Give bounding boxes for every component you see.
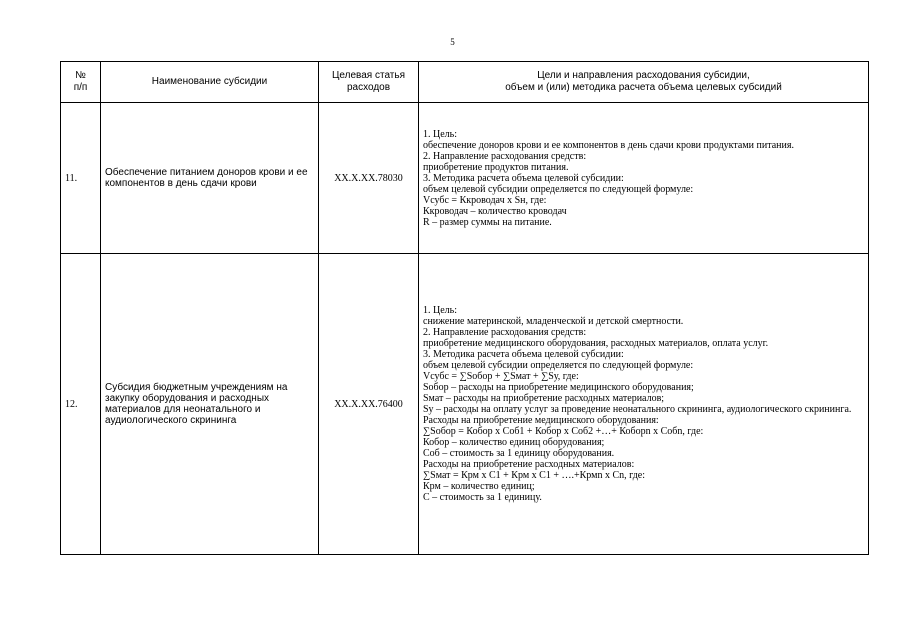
description-line: 2. Направление расходования средств: <box>423 150 587 162</box>
header-code-line1: Целевая статья <box>332 70 405 81</box>
expense-code: ХХ.Х.ХХ.76400 <box>319 254 419 555</box>
expense-code: ХХ.Х.ХХ.78030 <box>319 103 419 254</box>
header-name: Наименование субсидии <box>101 62 319 103</box>
description-line: 3. Методика расчета объема целевой субсидии: <box>423 172 624 184</box>
header-desc-line1: Цели и направления расходования субсидии, <box>537 70 750 81</box>
header-num <box>61 62 101 103</box>
header-desc <box>419 62 869 103</box>
header-desc-line2: объем и (или) методика расчета объема целевых субсидий <box>505 82 782 93</box>
subsidy-table <box>60 61 869 555</box>
row-number: 11. <box>61 103 101 254</box>
description-line: 3. Методика расчета объема целевой субсидии: <box>423 349 624 360</box>
table-row <box>61 103 869 254</box>
row-number: 12. <box>61 254 101 555</box>
description-line: С – стоимость за 1 единицу. <box>423 492 542 503</box>
header-num-line1: № <box>75 70 86 81</box>
description-line: обеспечение доноров крови и ее компонентов в день сдачи крови продуктами питания. <box>423 139 794 151</box>
description-line: снижение материнской, младенческой и детской смертности. <box>423 316 684 327</box>
table-row <box>61 254 869 555</box>
description-line: приобретение продуктов питания. <box>423 161 569 173</box>
description-line: Кобор – количество единиц оборудования; <box>423 437 605 448</box>
description-line: объем целевой субсидии определяется по следующей формуле: <box>423 183 694 195</box>
header-num-line2: п/п <box>73 82 88 93</box>
subsidy-description <box>419 254 869 555</box>
header-code <box>319 62 419 103</box>
description-line: 1. Цель: <box>423 305 457 316</box>
description-line: ∑Sмат = Крм х С1 + Крм х С1 + ….+Крмn х Сn, где: <box>423 470 646 481</box>
description-line: R – размер суммы на питание. <box>423 216 552 228</box>
description-line: Sмат – расходы на приобретение расходных материалов; <box>423 393 665 404</box>
subsidy-description <box>419 103 869 254</box>
description-line: Расходы на приобретение медицинского оборудования: <box>423 415 659 426</box>
description-line: объем целевой субсидии определяется по следующей формуле: <box>423 360 694 371</box>
description-line: ∑Sобор = Кобор х Соб1 + Кобор х Соб2 +…+ Коборn х Собn, где: <box>423 426 704 437</box>
description-line: Vсубс = Ккроводач х Sн, где: <box>423 194 547 206</box>
description-line: Крм – количество единиц; <box>423 481 535 492</box>
description-line: Расходы на приобретение расходных материалов: <box>423 459 635 470</box>
subsidy-name: Субсидия бюджетным учреждениям на закупку оборудования и расходных материалов для неонатального и аудиологического скрининга <box>101 254 319 555</box>
subsidy-name: Обеспечение питанием доноров крови и ее компонентов в день сдачи крови <box>101 103 319 254</box>
description-line: Соб – стоимость за 1 единицу оборудования. <box>423 448 615 459</box>
description-line: Sу – расходы на оплату услуг за проведение неонатального скрининга, аудиологического скрининга. <box>423 404 852 415</box>
description-line: 1. Цель: <box>423 128 457 140</box>
description-line: Vсубс = ∑Sобор + ∑Sмат + ∑Sу, где: <box>423 371 579 382</box>
table-header-row <box>61 62 869 103</box>
description-line: 2. Направление расходования средств: <box>423 327 587 338</box>
description-line: Ккроводач – количество кроводач <box>423 205 567 217</box>
page-number: 5 <box>450 37 455 47</box>
header-code-line2: расходов <box>346 82 391 93</box>
description-line: Sобор – расходы на приобретение медицинского оборудования; <box>423 382 694 393</box>
description-line: приобретение медицинского оборудования, расходных материалов, оплата услуг. <box>423 338 769 349</box>
